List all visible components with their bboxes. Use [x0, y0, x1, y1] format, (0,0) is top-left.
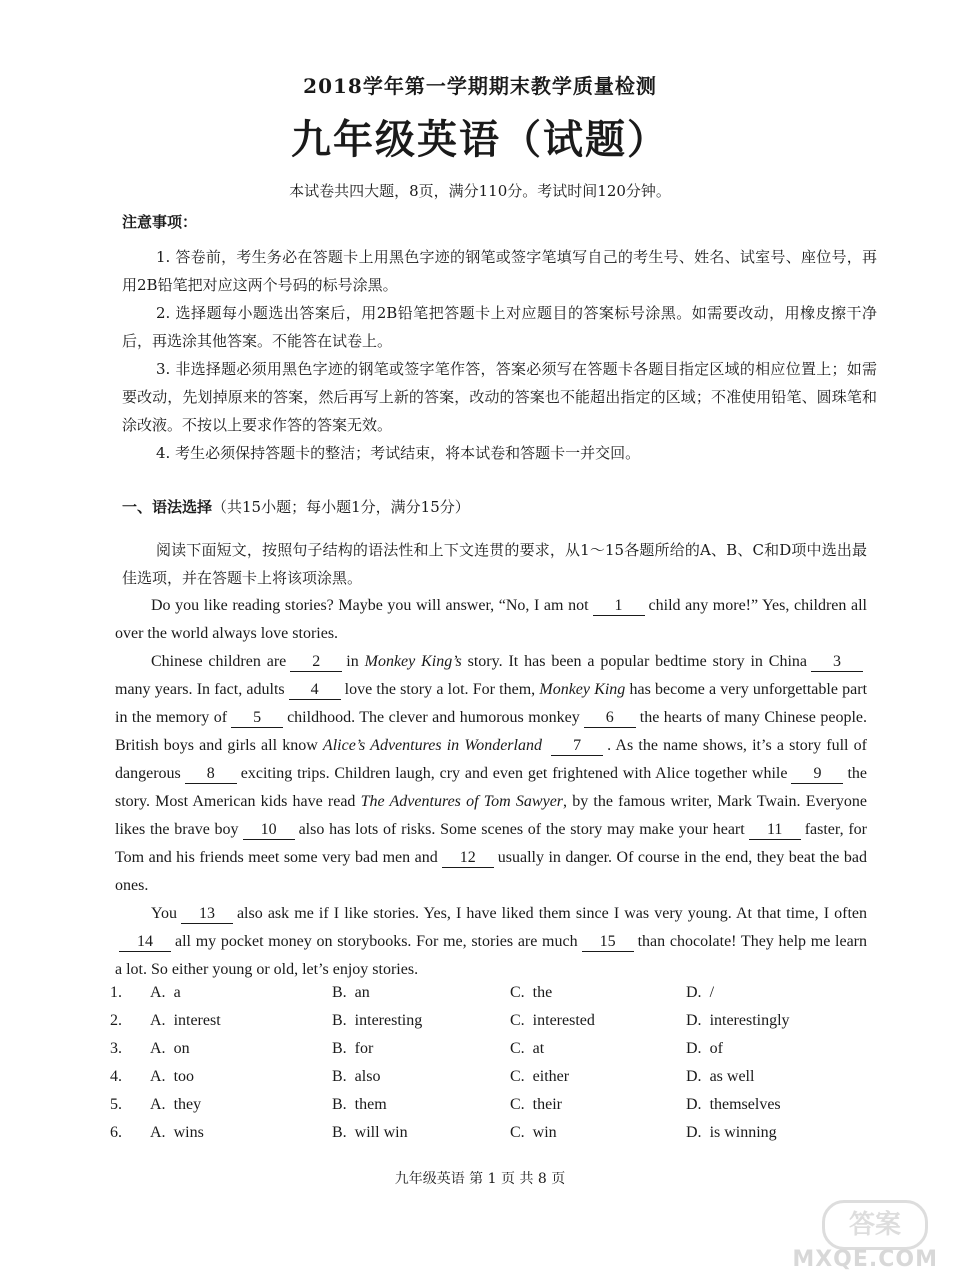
option-b: B. interesting	[332, 1012, 423, 1029]
passage-text: all my pocket money on storybooks. For me, stories are much	[175, 933, 578, 950]
option-c: C. at	[510, 1040, 545, 1057]
passage-text: childhood. The clever and humorous monkey	[287, 709, 580, 726]
section-detail: （共15小题；每小题1分，满分15分）	[212, 498, 470, 516]
passage-text: faster, for Tom and his friends meet some very bad men and	[115, 821, 868, 866]
passage-text: exciting trips. Children laugh, cry and even get frightened with Alice together while	[240, 765, 788, 782]
options-list	[110, 984, 890, 1152]
passage-text: love the story a lot. For them,	[344, 681, 536, 698]
option-a: A. a	[150, 984, 181, 1001]
passage-text: in	[346, 653, 359, 670]
question-number: 3.	[110, 1040, 122, 1057]
passage-text: , by the famous writer, Mark Twain. Everyone likes the brave boy	[115, 793, 868, 838]
passage-text: usually in danger. Of course in the end, they beat the bad ones.	[115, 849, 868, 894]
blank-4: 4	[289, 681, 341, 700]
exam-name: 2018学年第一学期期末教学质量检测	[303, 74, 657, 98]
option-c: C. their	[510, 1096, 562, 1113]
blank-7: 7	[551, 737, 603, 756]
passage-text: . As the name shows, it’s a story full of dangerous	[115, 737, 867, 782]
section-title: 一、语法选择	[122, 498, 213, 516]
option-a: A. wins	[150, 1124, 204, 1141]
passage-text: You	[151, 905, 177, 922]
question-number: 5.	[110, 1096, 122, 1113]
notes-heading: 注意事项：	[122, 213, 198, 231]
blank-12: 12	[442, 849, 494, 868]
section-heading	[122, 496, 470, 517]
option-d: D. is winning	[686, 1124, 777, 1141]
blank-9: 9	[791, 765, 843, 784]
blank-13: 13	[181, 905, 233, 924]
option-row	[110, 1040, 890, 1068]
blank-1: 1	[593, 597, 645, 616]
book-title: The Adventures of Tom Sawyer	[360, 793, 564, 810]
passage-text: than chocolate! They help me learn a lot. So either young or old, let’s enjoy stories.	[115, 933, 868, 978]
option-c: C. interested	[510, 1012, 595, 1029]
note-item-1: 1. 答卷前，考生务必在答题卡上用黑色字迹的钢笔或签字笔填写自己的考生号、姓名、试室号、座位号，再用2B铅笔把对应这两个号码的标号涂黑。	[122, 248, 877, 294]
note-item-2: 2. 选择题每小题选出答案后，用2B铅笔把答题卡上对应题目的答案标号涂黑。如需要改动，用橡皮擦干净后，再选涂其他答案。不能答在试卷上。	[122, 304, 877, 350]
passage-paragraph-2	[115, 648, 867, 900]
blank-11: 11	[749, 821, 801, 840]
passage-text: child any more!” Yes, children all over the world always love stories.	[115, 597, 867, 642]
exam-info: 本试卷共四大题，8页，满分110分。考试时间120分钟。	[289, 182, 671, 200]
book-title: Monkey King	[539, 681, 626, 698]
blank-15: 15	[582, 933, 634, 952]
blank-8: 8	[185, 765, 237, 784]
blank-5: 5	[231, 709, 283, 728]
option-b: B. an	[332, 984, 370, 1001]
passage-text: Do you like reading stories? Maybe you will answer, “No, I am not	[151, 597, 589, 614]
option-row	[110, 1068, 890, 1096]
option-b: B. for	[332, 1040, 374, 1057]
book-title: Monkey King’s	[364, 653, 462, 670]
option-c: C. the	[510, 984, 553, 1001]
option-d: D. interestingly	[686, 1012, 790, 1029]
book-title: Alice’s Adventures in Wonderland	[322, 737, 542, 754]
option-d: D. themselves	[686, 1096, 781, 1113]
blank-6: 6	[584, 709, 636, 728]
passage-text: the hearts of many Chinese people. British boys and girls all know	[115, 709, 867, 754]
question-number: 4.	[110, 1068, 122, 1085]
passage-text: the story. Most American kids have read	[115, 765, 867, 810]
option-d: D. of	[686, 1040, 723, 1057]
option-c: C. either	[510, 1068, 570, 1085]
passage-text: many years. In fact, adults	[115, 681, 285, 698]
passage-paragraph-1	[115, 592, 867, 648]
watermark-site: MXQE.COM	[792, 1247, 938, 1272]
question-number: 2.	[110, 1012, 122, 1029]
page-footer: 九年级英语 第 1 页 共 8 页	[394, 1171, 566, 1187]
option-row	[110, 984, 890, 1012]
option-row	[110, 1012, 890, 1040]
option-d: D. as well	[686, 1068, 755, 1085]
passage-text: Chinese children are	[151, 653, 287, 670]
passage-text: has become a very unforgettable part in the memory of	[115, 681, 868, 726]
blank-14: 14	[119, 933, 171, 952]
watermark-badge: 答案	[822, 1200, 928, 1250]
option-a: A. interest	[150, 1012, 221, 1029]
blank-3: 3	[811, 653, 863, 672]
note-item-4: 4. 考生必须保持答题卡的整洁；考试结束，将本试卷和答题卡一并交回。	[156, 444, 641, 462]
option-a: A. too	[150, 1068, 195, 1085]
question-number: 1.	[110, 984, 122, 1001]
option-row	[110, 1124, 890, 1152]
page-title: 九年级英语（试题）	[291, 116, 669, 163]
option-a: A. they	[150, 1096, 202, 1113]
option-b: B. will win	[332, 1124, 408, 1141]
watermark-logo	[792, 1196, 946, 1276]
option-c: C. win	[510, 1124, 557, 1141]
passage-text: story. It has been a popular bedtime story in China	[467, 653, 808, 670]
blank-2: 2	[290, 653, 342, 672]
option-row	[110, 1096, 890, 1124]
option-b: B. them	[332, 1096, 387, 1113]
option-b: B. also	[332, 1068, 381, 1085]
option-d: D. /	[686, 984, 715, 1001]
blank-10: 10	[243, 821, 295, 840]
passage-text: also ask me if I like stories. Yes, I have liked them since I was very young. At that time, I often	[236, 905, 867, 922]
note-item-3: 3. 非选择题必须用黑色字迹的钢笔或签字笔作答，答案必须写在答题卡各题目指定区域的相应位置上；如需要改动，先划掉原来的答案，然后再写上新的答案，改动的答案也不能超出指定的区域；不准使用铅笔、圆珠笔和涂改液。不按以上要求作答的答案无效。	[122, 360, 877, 434]
question-number: 6.	[110, 1124, 122, 1141]
passage-paragraph-3	[115, 900, 867, 984]
option-a: A. on	[150, 1040, 190, 1057]
passage-text: also has lots of risks. Some scenes of the story may make your heart	[298, 821, 745, 838]
section-instruction: 阅读下面短文，按照句子结构的语法性和上下文连贯的要求，从1～15各题所给的A、B、C和D项中选出最佳选项，并在答题卡上将该项涂黑。	[122, 541, 867, 587]
